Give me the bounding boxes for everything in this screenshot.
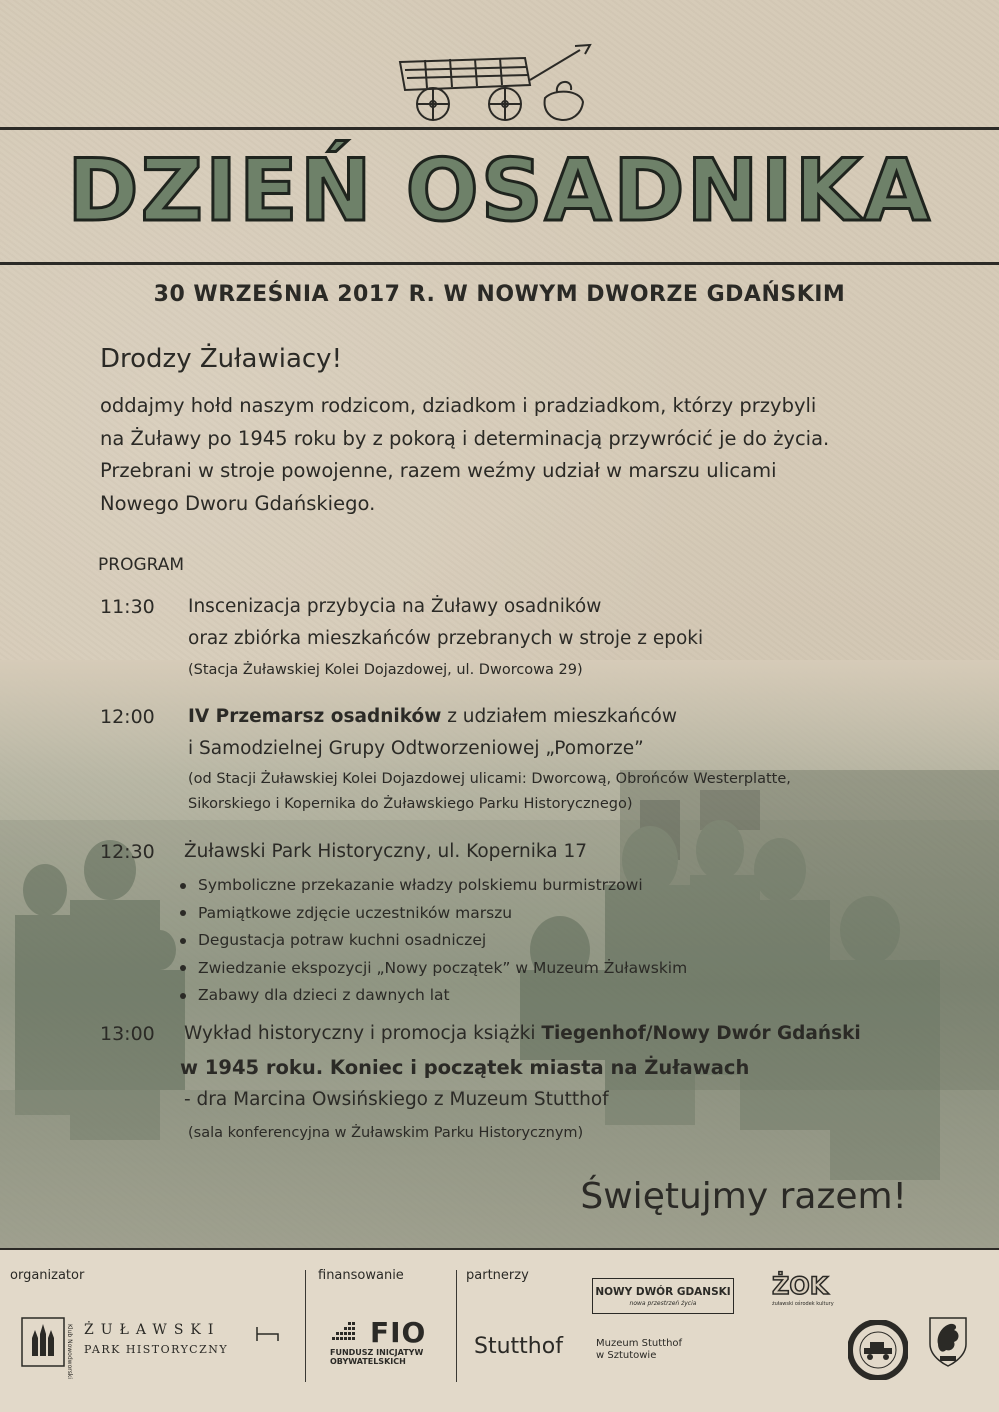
event-note: (od Stacji Żuławskiej Kolei Dojazdowej ulicami: Dworcową, Obrońców Westerplatte, <box>188 771 791 787</box>
top-rule <box>0 127 999 130</box>
event-line-rest: z udziałem mieszkańców <box>441 706 677 727</box>
event-line: - dra Marcina Owsińskiego z Muzeum Stutthof <box>184 1089 609 1110</box>
event-line <box>184 1023 861 1044</box>
park-sub: PARK HISTORYCZNY <box>84 1343 229 1356</box>
nowy-dwor-gdanski-logo <box>592 1278 734 1314</box>
fio-sub-line: OBYWATELSKICH <box>330 1357 406 1366</box>
ndg-title: NOWY DWÓR GDANSKI <box>595 1286 731 1298</box>
bullet-text: Zwiedzanie ekspozycji „Nowy początek” w Muzeum Żuławskim <box>198 958 688 977</box>
bullet-text: Zabawy dla dzieci z dawnych lat <box>198 986 450 1004</box>
footer-divider <box>456 1270 457 1382</box>
organizer-label: organizator <box>10 1268 85 1283</box>
partners-label: partnerzy <box>466 1268 529 1283</box>
event-note: (sala konferencyjna w Żuławskim Parku Historycznym) <box>188 1125 584 1141</box>
ndg-sub: nowa przestrzeń życia <box>629 1300 697 1307</box>
bullet-icon <box>180 938 186 944</box>
funding-label: finansowanie <box>318 1268 404 1283</box>
fio-sub-line: FUNDUSZ INICJATYW <box>330 1348 424 1357</box>
zok-text: ŻOK <box>772 1272 829 1300</box>
intro-line: Przebrani w stroje powojenne, razem weźmy udział w marszu ulicami <box>100 459 777 482</box>
muzeum-line: w Sztutowie <box>596 1350 657 1361</box>
greeting: Drodzy Żuławiacy! <box>100 344 342 374</box>
park-name: ŻUŁAWSKI <box>84 1322 221 1338</box>
bullet-text: Pamiątkowe zdjęcie uczestników marszu <box>198 903 513 922</box>
muzeum-stutthof-logo <box>596 1338 682 1362</box>
stutthof-logo: Stutthof <box>474 1334 563 1359</box>
event-note: Sikorskiego i Kopernika do Żuławskiego Parku Historycznego) <box>188 796 633 812</box>
bullet-text: Symboliczne przekazanie władzy polskiemu burmistrzowi <box>198 876 643 894</box>
event-line: Żuławski Park Historyczny, ul. Kopernika 17 <box>184 841 588 862</box>
klub-text: Klub Nowodworski <box>66 1324 73 1379</box>
fio-sub <box>330 1348 423 1366</box>
event-bullet-list <box>180 872 687 1010</box>
event-line: w 1945 roku. Koniec i początek miasta na Żuławach <box>180 1056 750 1079</box>
intro-line: Nowego Dworu Gdańskiego. <box>100 491 376 515</box>
intro-line: oddajmy hołd naszym rodzicom, dziadkom i pradziadkom, którzy przybyli <box>100 394 817 417</box>
program-label: PROGRAM <box>98 555 185 575</box>
zok-logo <box>772 1272 834 1307</box>
event-line: oraz zbiórka mieszkańców przebranych w stroje z epoki <box>188 628 704 649</box>
event-time: 12:00 <box>100 706 155 728</box>
bullet-icon <box>180 965 186 971</box>
bullet-icon <box>180 993 186 999</box>
society-seal-icon <box>848 1320 908 1384</box>
list-item <box>180 982 687 1010</box>
event-line: i Samodzielnej Grupy Odtworzeniowej „Pomorze” <box>188 738 644 759</box>
muzeum-line: Muzeum Stutthof <box>596 1338 683 1349</box>
intro-text <box>100 390 940 520</box>
bullet-icon <box>180 883 186 889</box>
page-subtitle: 30 WRZEŚNIA 2017 R. W NOWYM DWORZE GDAŃSKIM <box>153 282 846 307</box>
footer-rule <box>0 1248 999 1250</box>
list-item <box>180 927 687 955</box>
list-item <box>180 955 687 983</box>
event-line-plain: Wykład historyczny i promocja książki <box>184 1023 542 1044</box>
event-line: Inscenizacja przybycia na Żuławy osadników <box>188 596 602 617</box>
bullet-icon <box>180 910 186 916</box>
cart-illustration-icon <box>395 40 605 130</box>
event-line-bold: IV Przemarsz osadników <box>188 706 442 727</box>
title-bottom-rule <box>0 262 999 265</box>
event-line-bold: Tiegenhof/Nowy Dwór Gdański <box>541 1023 861 1044</box>
park-bracket-icon <box>256 1326 280 1342</box>
event-time: 13:00 <box>100 1023 155 1045</box>
event-time: 12:30 <box>100 841 155 863</box>
zulawski-park-logo <box>84 1322 228 1356</box>
page-title: DZIEŃ OSADNIKA <box>67 141 932 241</box>
intro-line: na Żuławy po 1945 roku by z pokorą i determinacją przywrócić je do życia. <box>100 426 830 450</box>
event-time: 11:30 <box>100 596 155 618</box>
zok-sub: żuławski ośrodek kultury <box>772 1301 834 1307</box>
bullet-text: Degustacja potraw kuchni osadniczej <box>198 931 487 949</box>
closing-text: Świętujmy razem! <box>580 1176 907 1217</box>
klub-nowodworski-logo <box>20 1316 73 1379</box>
event-note: (Stacja Żuławskiej Kolei Dojazdowej, ul. Dworcowa 29) <box>188 662 583 678</box>
event-line <box>188 706 677 727</box>
footer-divider <box>305 1270 306 1382</box>
fio-dots-icon <box>330 1322 356 1344</box>
griffin-crest-icon <box>926 1314 970 1372</box>
fio-text: FIO <box>370 1316 427 1349</box>
list-item <box>180 872 687 900</box>
list-item <box>180 900 687 928</box>
